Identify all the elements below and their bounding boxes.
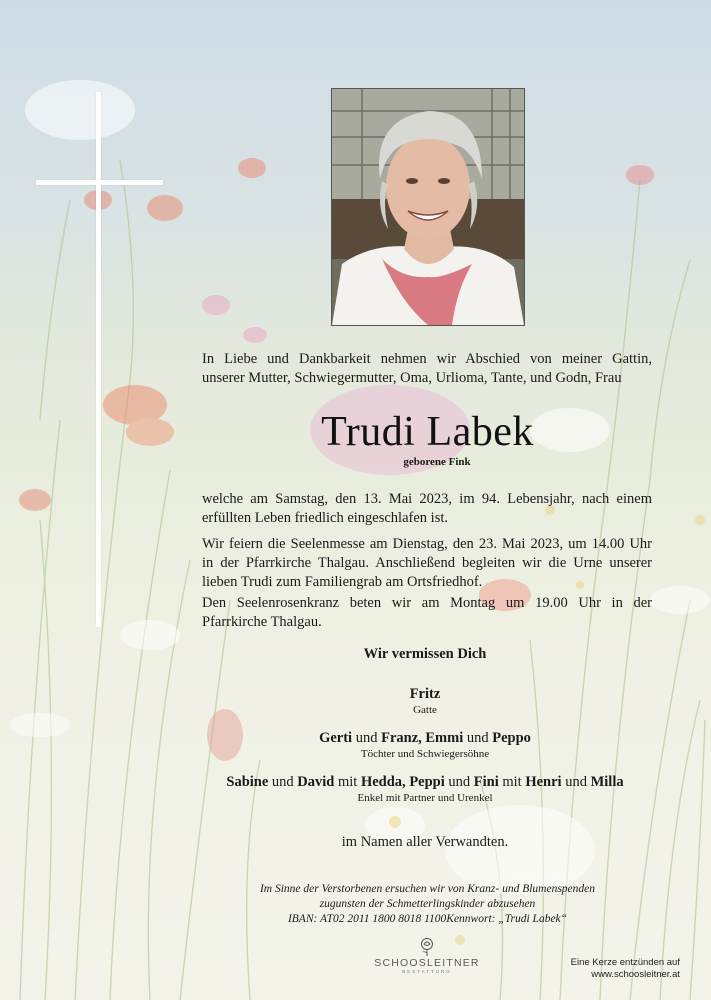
- donation-note: [200, 882, 655, 927]
- conjunction: und: [271, 774, 294, 790]
- conjunction: mit: [502, 774, 522, 790]
- candle-website-link[interactable]: www.schoosleitner.at: [591, 969, 680, 980]
- rosary-notice-line-1: Den Seelenrosenkranz beten wir am Montag um 19.00 Uhr in der: [202, 595, 652, 611]
- rosary-notice: [202, 594, 652, 632]
- funeral-home-logo: [368, 937, 486, 974]
- deceased-name: Trudi Labek: [321, 409, 534, 455]
- child-name: Peppo: [492, 730, 531, 746]
- mass-notice-line-1: Wir feiern die Seelenmesse am Dienstag, den 23. Mai 2023, um 14.00 Uhr: [202, 536, 652, 552]
- death-notice-line-2: erfüllten Leben friedlich eingeschlafen ist.: [202, 510, 448, 526]
- conjunction: und: [466, 730, 489, 746]
- children-role: Töchter und Schwiegersöhne: [360, 748, 490, 760]
- death-notice-line-1: welche am Samstag, den 13. Mai 2023, im 94. Lebensjahr, nach einem: [202, 491, 652, 507]
- conjunction: und: [355, 730, 378, 746]
- funeral-home-subline: BESTATTUNG: [402, 969, 452, 974]
- rose-icon: [419, 937, 435, 957]
- grandchildren-block: [180, 773, 670, 805]
- mass-notice-line-2: in der Pfarrkirche Thalgau. Anschließend begleiten wir die Urne unserer: [202, 555, 652, 571]
- portrait-photo: [331, 88, 525, 326]
- grandchild-name: Sabine: [226, 774, 269, 790]
- grandchild-name: Fini: [473, 774, 499, 790]
- grandchild-name: Milla: [590, 774, 624, 790]
- grandchild-name: Henri: [525, 774, 562, 790]
- candle-notice: [520, 957, 680, 981]
- intro-line-1: In Liebe und Dankbarkeit nehmen wir Abschied von meiner Gattin,: [202, 351, 652, 367]
- spouse-name: Fritz: [409, 686, 441, 702]
- conjunction: und: [565, 774, 587, 790]
- grandchild-name: Hedda,: [360, 774, 406, 790]
- funeral-home-name: SCHOOSLEITNER: [374, 957, 480, 969]
- grandchildren-role: Enkel mit Partner und Urenkel: [357, 792, 493, 804]
- rosary-notice-line-2: Pfarrkirche Thalgau.: [202, 614, 322, 630]
- birth-name: geborene Fink: [403, 456, 471, 468]
- grandchild-name: Peppi: [409, 774, 445, 790]
- child-name: Franz,: [381, 730, 422, 746]
- grandchild-name: David: [297, 774, 335, 790]
- child-name: Emmi: [425, 730, 464, 746]
- conjunction: mit: [338, 774, 358, 790]
- donation-line-2: zugunsten der Schmetterlingskinder abzusehen: [319, 898, 536, 910]
- donation-line-1: Im Sinne der Verstorbenen ersuchen wir von Kranz- und Blumenspenden: [259, 883, 596, 895]
- death-notice: [202, 490, 652, 528]
- intro-text: [202, 350, 652, 388]
- donation-line-3: IBAN: AT02 2011 1800 8018 1100Kennwort: „Trudi Labek“: [287, 913, 568, 925]
- child-name: Gerti: [319, 730, 353, 746]
- candle-text: Eine Kerze entzünden auf: [570, 957, 680, 968]
- spouse-role: Gatte: [413, 704, 437, 716]
- mass-notice-line-3: lieben Trudi zum Familiengrab am Ortsfriedhof.: [202, 574, 483, 590]
- children-block: [180, 729, 670, 761]
- mass-notice: [202, 535, 652, 592]
- intro-line-2: unserer Mutter, Schwiegermutter, Oma, Urlioma, Tante, und Godn, Frau: [202, 370, 622, 386]
- spouse-block: [180, 685, 670, 717]
- relatives-line: im Namen aller Verwandten.: [341, 834, 509, 850]
- conjunction: und: [448, 774, 471, 790]
- cross-vertical-beam: [96, 92, 101, 627]
- cross-horizontal-beam: [36, 180, 163, 185]
- miss-you-heading: Wir vermissen Dich: [363, 646, 487, 662]
